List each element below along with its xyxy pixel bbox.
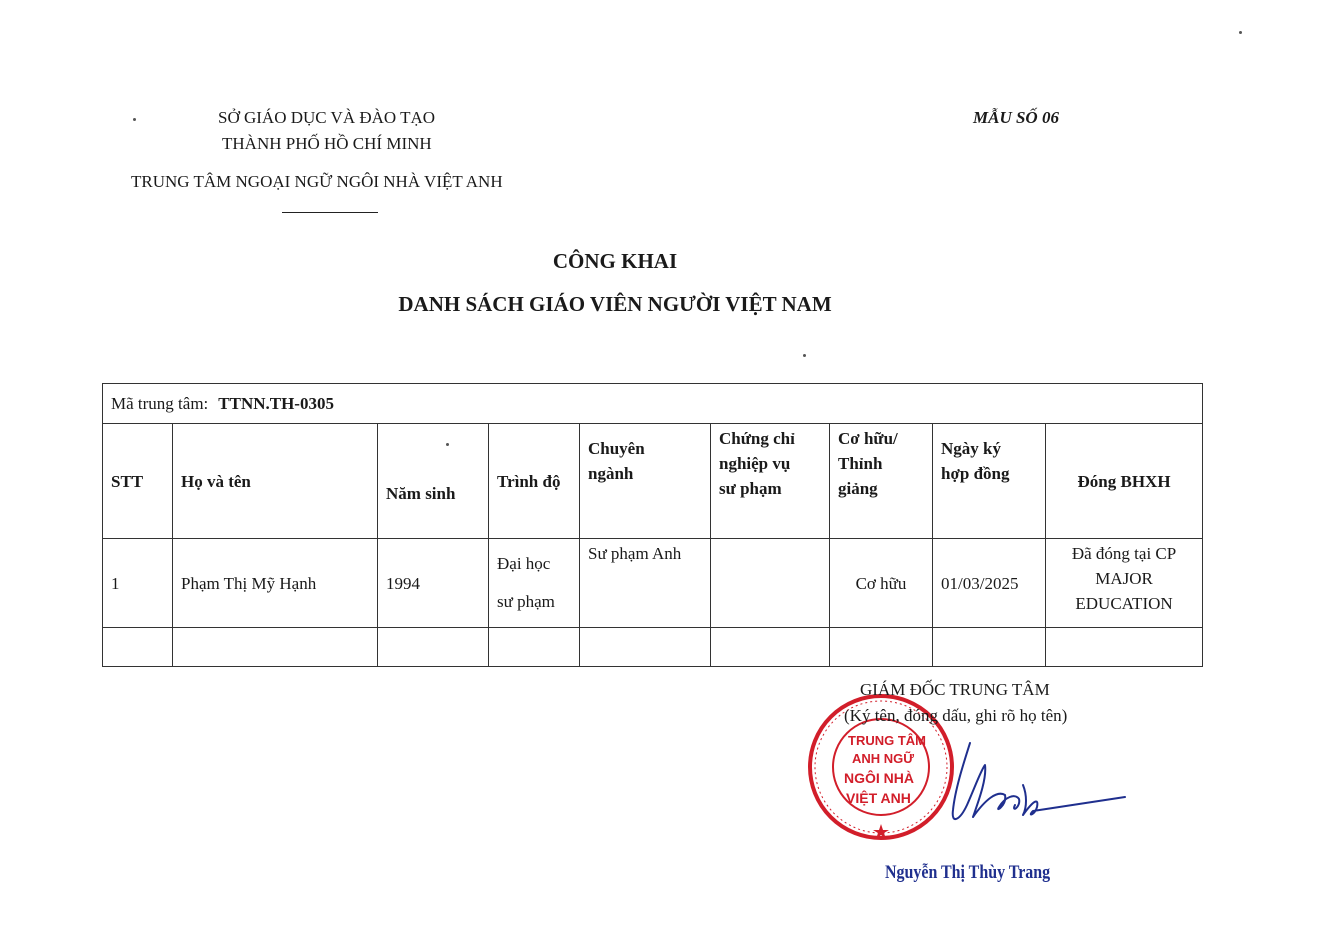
teacher-table (102, 383, 1203, 667)
header-employment-type (830, 424, 933, 539)
scan-speck (446, 443, 449, 446)
header-date-l1: Ngày ký (941, 439, 1001, 458)
agency-city: THÀNH PHỐ HỒ CHÍ MINH (222, 134, 432, 153)
cell-major: Sư phạm Anh (580, 539, 711, 628)
header-major-l2: ngành (588, 464, 634, 483)
seal-text-4: VIỆT ANH (846, 790, 911, 806)
document-subtitle: DANH SÁCH GIÁO VIÊN NGƯỜI VIỆT NAM (398, 292, 832, 316)
center-code-label: Mã trung tâm: (111, 393, 209, 413)
center-name: TRUNG TÂM NGOẠI NGỮ NGÔI NHÀ VIỆT ANH (131, 172, 503, 191)
seal-text-1: TRUNG TÂM (848, 733, 926, 748)
header-name: Họ và tên (173, 424, 378, 539)
seal-text-2: ANH NGỮ (852, 751, 915, 766)
header-major-l1: Chuyên (588, 439, 645, 458)
signer-name: Nguyễn Thị Thùy Trang (885, 862, 1051, 883)
seal-text-3: NGÔI NHÀ (844, 770, 914, 786)
form-number: MẪU SỐ 06 (973, 108, 1059, 127)
header-contract-date (933, 424, 1046, 539)
cell-degree-l1: Đại học (497, 554, 551, 573)
cell-insurance-l1: Đã đóng tại CP (1071, 544, 1177, 563)
header-cert-l3: sư phạm (719, 479, 782, 498)
document-title: CÔNG KHAI (552, 249, 678, 273)
agency-name: SỞ GIÁO DỤC VÀ ĐÀO TẠO (218, 108, 436, 127)
table-row (103, 539, 1203, 628)
header-certificate (711, 424, 830, 539)
header-type-l1: Cơ hữu/ (838, 429, 898, 448)
handwritten-signature (915, 735, 1135, 845)
header-cert-l1: Chứng chỉ (719, 429, 795, 448)
header-birth-year: Năm sinh (378, 424, 489, 539)
header-type-l2: Thỉnh (838, 454, 883, 473)
cell-contract-date: 01/03/2025 (933, 539, 1046, 628)
cell-stt: 1 (103, 539, 173, 628)
center-code-row (103, 384, 1203, 424)
cell-insurance (1046, 539, 1203, 628)
header-insurance: Đóng BHXH (1046, 424, 1203, 539)
header-date-l2: hợp đồng (941, 464, 1010, 483)
cell-insurance-l2: MAJOR (1095, 569, 1153, 588)
scan-speck (803, 354, 806, 357)
signer-title: GIÁM ĐỐC TRUNG TÂM (860, 680, 1050, 699)
cell-birth-year: 1994 (378, 539, 489, 628)
header-stt: STT (103, 424, 173, 539)
scan-speck (133, 118, 136, 121)
header-type-l3: giảng (838, 479, 878, 498)
scan-speck (1239, 31, 1242, 34)
cell-degree-l2: sư phạm (497, 592, 555, 611)
center-code-cell (103, 384, 1203, 424)
header-major (580, 424, 711, 539)
header-divider (282, 212, 378, 213)
signature-instruction: (Ký tên, đóng dấu, ghi rõ họ tên) (844, 706, 1068, 725)
center-code-value: TTNN.TH-0305 (218, 393, 334, 413)
cell-degree (489, 539, 580, 628)
header-degree: Trình độ (489, 424, 580, 539)
cell-certificate (711, 539, 830, 628)
cell-employment-type: Cơ hữu (830, 539, 933, 628)
table-header-row (103, 424, 1203, 539)
table-row-empty (103, 628, 1203, 667)
header-cert-l2: nghiệp vụ (719, 454, 791, 473)
cell-name: Phạm Thị Mỹ Hạnh (173, 539, 378, 628)
cell-insurance-l3: EDUCATION (1075, 594, 1173, 613)
